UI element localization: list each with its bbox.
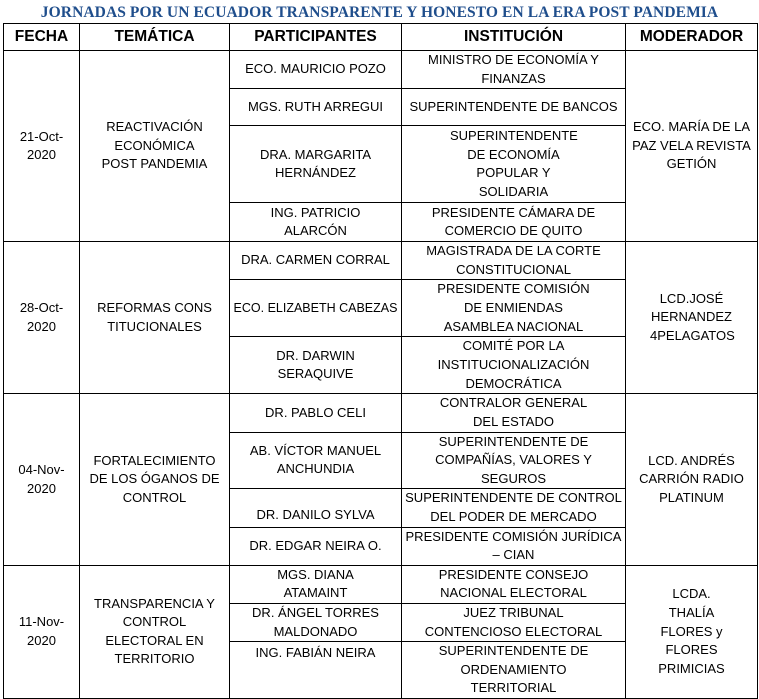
participant-name: DR. DARWIN SERAQUIVE (230, 337, 402, 394)
institution-name: SUPERINTENDENTE DE COMPAÑÍAS, VALORES Y SEGUROS (402, 432, 626, 489)
session-date: 21-Oct-2020 (4, 51, 80, 242)
participant-name: MGS. DIANA ATAMAINT (230, 565, 402, 603)
session-moderator: LCD. ANDRÉS CARRIÓN RADIO PLATINUM (626, 394, 758, 565)
institution-name: SUPERINTENDENTE DE BANCOS (402, 89, 626, 126)
participant-name: DRA. MARGARITA HERNÁNDEZ (230, 126, 402, 203)
table-row (4, 242, 758, 280)
table-row (4, 394, 758, 432)
participant-name: DR. EDGAR NEIRA O. (230, 527, 402, 565)
session-topic: FORTALECIMIENTO DE LOS ÓGANOS DE CONTROL (80, 394, 230, 565)
institution-name: COMITÉ POR LA INSTITUCIONALIZACIÓN DEMOCRÁTICA (402, 337, 626, 394)
institution-name: PRESIDENTE CONSEJO NACIONAL ELECTORAL (402, 565, 626, 603)
participant-name: ECO. MAURICIO POZO (230, 51, 402, 89)
session-moderator: LCD.JOSÉ HERNANDEZ 4PELAGATOS (626, 242, 758, 394)
session-topic: REACTIVACIÓN ECONÓMICA POST PANDEMIA (80, 51, 230, 242)
header-fecha: FECHA (4, 24, 80, 51)
participant-name: ECO. ELIZABETH CABEZAS (230, 280, 402, 337)
institution-name: MINISTRO DE ECONOMÍA Y FINANZAS (402, 51, 626, 89)
session-date: 04-Nov-2020 (4, 394, 80, 565)
participant-name: DRA. CARMEN CORRAL (230, 242, 402, 280)
participant-name: AB. VÍCTOR MANUEL ANCHUNDIA (230, 432, 402, 489)
session-topic: REFORMAS CONSTITUCIONALES (80, 242, 230, 394)
table-row (4, 565, 758, 603)
session-date: 28-Oct-2020 (4, 242, 80, 394)
table-row (4, 51, 758, 89)
header-row (4, 24, 758, 51)
institution-name: SUPERINTENDENTE DE ORDENAMIENTO TERRITORIAL (402, 642, 626, 699)
session-topic: TRANSPARENCIA Y CONTROL ELECTORAL EN TERRITORIO (80, 565, 230, 698)
header-tematica: TEMÁTICA (80, 24, 230, 51)
header-moderador: MODERADOR (626, 24, 758, 51)
institution-name: MAGISTRADA DE LA CORTE CONSTITUCIONAL (402, 242, 626, 280)
session-date: 11-Nov-2020 (4, 565, 80, 698)
institution-name: SUPERINTENDENTE DE ECONOMÍA POPULAR Y SOLIDARIA (402, 126, 626, 203)
participant-name: ING. FABIÁN NEIRA (230, 642, 402, 699)
participant-name: DR. PABLO CELI (230, 394, 402, 432)
document-title: JORNADAS POR UN ECUADOR TRANSPARENTE Y HONESTO EN LA ERA POST PANDEMIA (40, 4, 719, 21)
participant-name: DR. ÁNGEL TORRES MALDONADO (230, 603, 402, 641)
participant-name: MGS. RUTH ARREGUI (230, 89, 402, 126)
session-moderator: ECO. MARÍA DE LA PAZ VELA REVISTA GETIÓN (626, 51, 758, 242)
schedule-table (3, 23, 758, 699)
institution-name: SUPERINTENDENTE DE CONTROL DEL PODER DE MERCADO (402, 489, 626, 527)
session-moderator: LCDA. THALÍA FLORES y FLORES PRIMICIAS (626, 565, 758, 698)
institution-name: CONTRALOR GENERAL DEL ESTADO (402, 394, 626, 432)
institution-name: PRESIDENTE COMISIÓN DE ENMIENDAS ASAMBLEA NACIONAL (402, 280, 626, 337)
header-participantes: PARTICIPANTES (230, 24, 402, 51)
participant-name: DR. DANILO SYLVA (230, 489, 402, 527)
institution-name: JUEZ TRIBUNAL CONTENCIOSO ELECTORAL (402, 603, 626, 641)
participant-name: ING. PATRICIO ALARCÓN (230, 203, 402, 242)
institution-name: PRESIDENTE CÁMARA DE COMERCIO DE QUITO (402, 203, 626, 242)
header-institucion: INSTITUCIÓN (402, 24, 626, 51)
institution-name: PRESIDENTE COMISIÓN JURÍDICA – CIAN (402, 527, 626, 565)
